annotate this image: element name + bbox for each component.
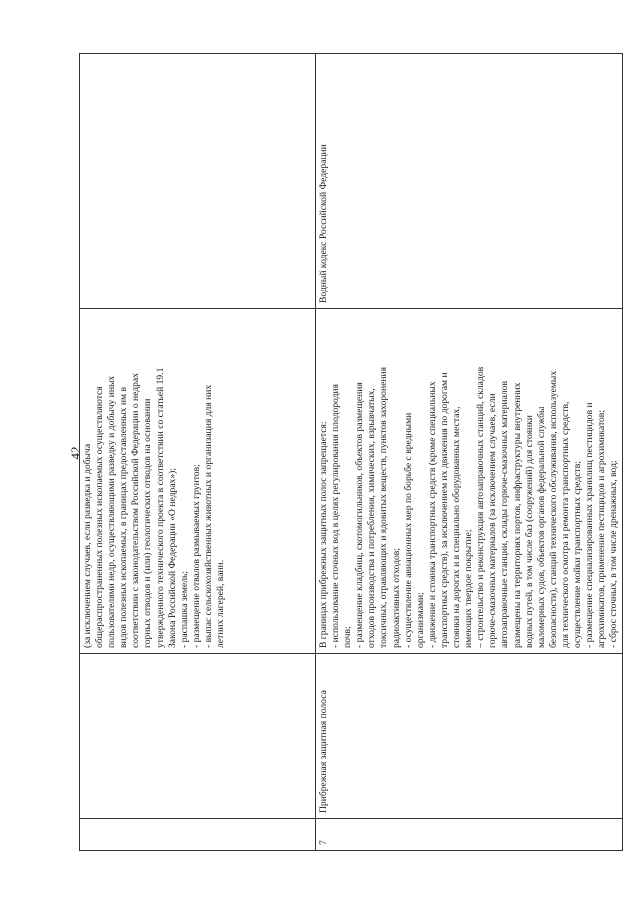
text-line: радиоактивных отходов; [390,548,402,648]
text-line: горных отводов и (или) геологических отводов на основании [142,398,154,648]
text-line: почв; [342,626,354,648]
rotated-table-wrapper [79,53,620,851]
zone-name-cell: Прибрежная защитная полоса [316,654,623,819]
text-line: организмами; [414,592,426,648]
text-line: размещены на территориях портов, инфраструктуры внутренних [511,382,523,648]
text-line: безопасности), станций технического обслуживания, используемых [547,370,559,648]
text-line: - движение и стоянка транспортных средств (кроме специальных [426,381,438,648]
page-number: 42 [68,446,83,460]
text-line: автозаправочные станции, склады горюче-смазочных материалов [499,380,511,648]
text-line: для технического осмотра и ремонта транспортных средств, [559,401,571,648]
legal-source-cell: Водный кодекс Российской Федерации [316,54,623,309]
text-line: – строительство и реконструкция автозаправочных станций, складов [475,366,487,648]
text-line: Закона Российской Федерации «О недрах»); [166,468,178,648]
text-line: осуществление мойки транспортных средств; [571,461,583,648]
text-line: горюче-смазочных материалов (за исключением случаев, если [487,393,499,648]
text-line: - осуществление авиационных мер по борьбе с вредными [402,412,414,648]
text-line: летних лагерей, ванн. [215,559,227,648]
text-line: соответствии с законодательством Российской Федерации о недрах [130,372,142,648]
text-line: видов полезных ископаемых, в границах предоставленных им в [118,387,130,648]
text-line: общераспространенных полезных ископаемых осуществляются [94,386,106,648]
table-row [80,54,316,851]
regulation-table [79,53,623,851]
text-line: пользователями недр, осуществляющими разведку и добычу иных [106,375,118,648]
text-line: отходов производства и потребления, химических, взрывчатых, [366,388,378,648]
text-line: транспортных средств), за исключением их движения по дорогам и [438,372,450,648]
row-number-cell [80,819,316,851]
text-line: агрохимикатов, применение пестицидов и агрохимикатов; [596,409,608,648]
text-line: имеющих твердое покрытие; [463,529,475,648]
text-line: токсичных, отравляющих и ядовитых веществ, пунктов захоронения [378,366,390,648]
text-line: - использование сточных вод в целях регулирования плодородия [330,383,342,648]
row-number-cell: 7 [316,819,623,851]
text-line: - распашка земель; [178,570,190,648]
text-line: - размещение специализированных хранилищ пестицидов и [584,402,596,648]
table-frame [79,53,620,851]
text-line: (за исключением случаев, если разведка и добыча [82,443,93,648]
text-line: утвержденного технического проекта в соответствии со статьей 19.1 [154,367,166,648]
text-line: - выпас сельскохозяйственных животных и организация для них [202,384,214,648]
zone-name-cell [80,654,316,819]
text-line: - размещение кладбищ, скотомогильников, объектов размещения [354,382,366,648]
legal-source-cell [80,54,316,309]
text-line: - размещение отвалов размываемых грунтов; [190,464,202,648]
text-line: маломерных судов, объектов органов федеральной службы [535,406,547,648]
table-row [316,54,623,851]
text-line: водных путей, в том числе баз (сооружений) для стоянки [523,415,535,648]
text-line: - сброс сточных, в том числе дренажных, вод; [608,460,620,648]
restrictions-cell [316,309,623,654]
text-line: стоянки на дорогах и в специально оборудованных местах, [451,406,463,648]
restrictions-cell [80,309,316,654]
text-line: В границах прибрежных защитных полос запрещается: [318,421,329,648]
